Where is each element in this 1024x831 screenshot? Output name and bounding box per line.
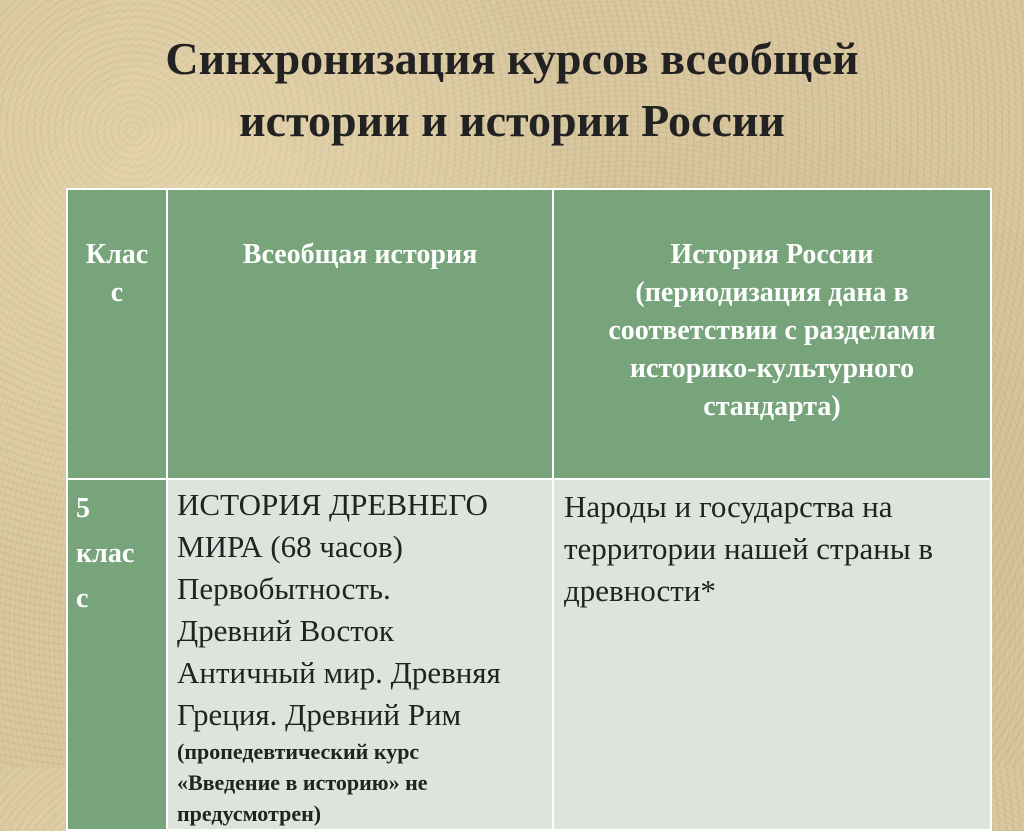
- header-russia-history: [553, 189, 991, 479]
- world-note-line-1: (пропедевтический курс: [177, 739, 420, 764]
- header-world-history-label: Всеобщая история: [242, 239, 478, 270]
- table-header-row: [67, 189, 991, 479]
- world-line-4: Древний Восток: [177, 613, 394, 648]
- synchronization-table: [66, 188, 992, 831]
- grade-line-2: клас: [76, 538, 135, 569]
- title-line-2: истории и истории России: [239, 95, 785, 146]
- header-russia-line-1: История России: [670, 239, 874, 270]
- table-row: [67, 479, 991, 830]
- header-world-history: [167, 189, 553, 479]
- cell-world-history: [167, 479, 553, 830]
- slide-title: [40, 28, 984, 152]
- header-russia-line-5: стандарта): [703, 391, 841, 422]
- grade-line-1: 5: [76, 493, 90, 524]
- header-class-line-2: с: [110, 277, 124, 308]
- header-russia-line-2: (периодизация дана в: [635, 277, 909, 308]
- cell-grade: [67, 479, 167, 830]
- title-line-1: Синхронизация курсов всеобщей: [165, 33, 859, 84]
- russia-line-3: древности*: [564, 573, 716, 608]
- header-russia-line-4: историко-культурного: [629, 353, 915, 384]
- world-note-line-3: предусмотрен): [177, 801, 322, 826]
- world-line-2: МИРА (68 часов): [177, 529, 404, 564]
- grade-line-3: с: [76, 583, 89, 614]
- world-line-5: Античный мир. Древняя: [177, 655, 501, 690]
- russia-line-2: территории нашей страны в: [564, 531, 934, 566]
- header-russia-line-3: соответствии с разделами: [608, 315, 936, 346]
- cell-russia-history: [553, 479, 991, 830]
- world-note-line-2: «Введение в историю» не: [177, 770, 428, 795]
- world-line-3: Первобытность.: [177, 571, 391, 606]
- world-line-1: ИСТОРИЯ ДРЕВНЕГО: [177, 487, 488, 522]
- russia-line-1: Народы и государства на: [564, 489, 893, 524]
- header-class-line-1: Клас: [85, 239, 149, 270]
- header-class: [67, 189, 167, 479]
- world-line-6: Греция. Древний Рим: [177, 697, 462, 732]
